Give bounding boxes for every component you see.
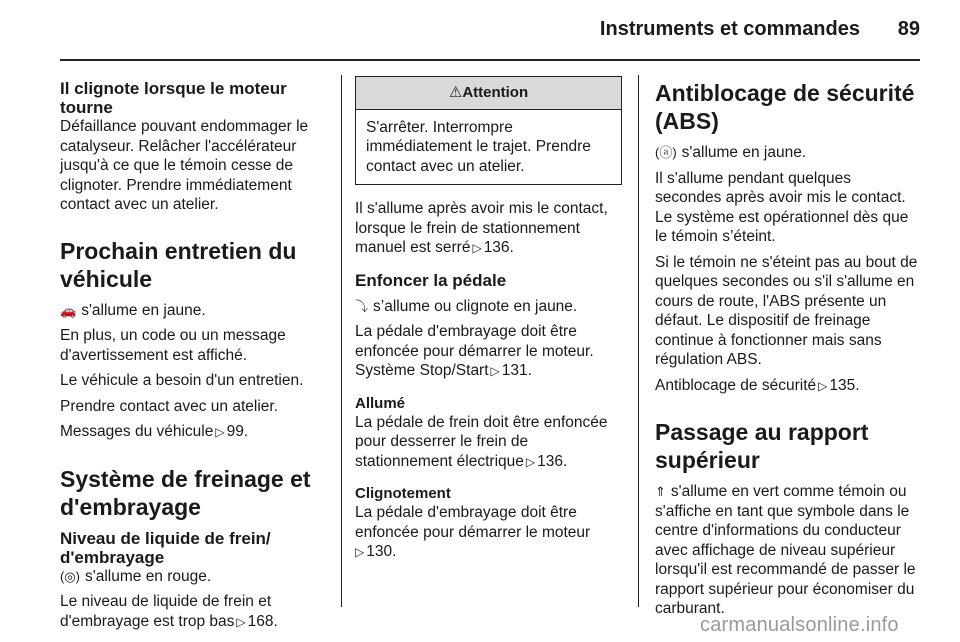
page-number: 89: [897, 18, 920, 40]
paragraph-clutch-pedal: La pédale d'embrayage doit être enfoncée pour démarrer le moteur ▷ 130.: [355, 504, 591, 560]
upshift-icon: ⇑: [655, 484, 666, 499]
page-reference-arrow-icon: ▷: [355, 545, 365, 559]
page-reference-arrow-icon: ▷: [215, 425, 225, 439]
brake-fluid-icon: (◎): [60, 568, 81, 584]
section-heading-brake-clutch: Système de freinage et d'embrayage: [60, 465, 311, 520]
paragraph-abs-fault: Si le témoin ne s'éteint pas au bout de quelques secondes ou s'il s'allume en cours de route, l'ABS présente un défaut. Le dispositif de freinage continue à fonctionner mais sans régulation ABS.: [655, 253, 918, 368]
paragraph-service-needed: Le véhicule a besoin d'un entretien.: [60, 372, 304, 389]
paragraph-clutch-stop-start: La pédale d'embrayage doit être enfoncée pour démarrer le moteur. Système Stop/Start ▷ 131.: [355, 323, 594, 379]
paragraph-upshift: ⇑ s'allume en vert comme témoin ou s'affiche en tant que symbole dans le centre d'informations du conducteur avec affichage de niveau supérieur lorsqu'il est recommandé de passer le rapport supérieur pour économiser du carburant.: [655, 483, 916, 617]
paragraph-catalyst: Défaillance pouvant endommager le catalyseur. Relâcher l'accélérateur jusqu'à ce que le témoin cesse de clignoter. Prendre immédiatement contact avec un atelier.: [60, 118, 309, 213]
column-3: [655, 79, 920, 625]
section-heading-press-pedal: Enfoncer la pédale: [355, 270, 507, 290]
page-reference-arrow-icon: ▷: [236, 614, 246, 629]
section-heading-abs: Antiblocage de sécurité (ABS): [655, 80, 915, 134]
column-1: [60, 79, 332, 638]
attention-text: S'arrêter. Interrompre immédiatement le trajet. Prendre contact avec un atelier.: [366, 118, 591, 175]
abs-icon: (ⓐ): [655, 145, 677, 160]
subheading-flashing: Clignotement: [355, 485, 451, 502]
paragraph-service-light: 🚗 s'allume en jaune.: [60, 301, 206, 319]
paragraph-vehicle-messages: Messages du véhicule ▷ 99.: [60, 423, 249, 440]
page-reference-arrow-icon: ▷: [490, 364, 500, 378]
column-divider-left: [341, 75, 342, 607]
paragraph-fluid-low: Le niveau de liquide de frein et d'embrayage est trop bas ▷ 168.: [60, 593, 278, 630]
paragraph-service-message: En plus, un code ou un message d'avertissement est affiché.: [60, 327, 286, 364]
column-2: [355, 76, 622, 569]
section-heading-upshift: Passage au rapport supérieur: [655, 419, 869, 473]
page-reference-arrow-icon: ▷: [472, 241, 482, 255]
section-heading-flashing: Il clignote lorsque le moteur tourne: [60, 79, 287, 117]
paragraph-pedal-light: ⤵ s’allume ou clignote en jaune.: [355, 297, 578, 315]
paragraph-brake-pedal: La pédale de frein doit être enfoncée pour desserrer le frein de stationnement électrique ▷ 136.: [355, 413, 608, 470]
pedal-icon: ⤵: [355, 298, 369, 314]
subheading-lit: Allumé: [355, 394, 406, 412]
column-divider-right: [638, 75, 639, 607]
attention-header: ⚠Attention: [356, 77, 621, 110]
paragraph-abs-ref: Antiblocage de sécurité ▷ 135.: [655, 376, 860, 394]
page-reference-arrow-icon: ▷: [525, 454, 536, 469]
page-header-title: Instruments et commandes: [599, 18, 860, 40]
paragraph-abs-light: (ⓐ) s'allume en jaune.: [655, 144, 807, 161]
car-service-icon: 🚗: [60, 302, 77, 318]
section-heading-service: Prochain entretien du véhicule: [60, 237, 297, 292]
paragraph-parking-brake: Il s'allume après avoir mis le contact, lorsque le frein de stationnement manuel est serré ▷ 136.: [355, 200, 608, 256]
watermark: carmanualsonline.info: [700, 614, 899, 636]
paragraph-fluid-light: (◎) s'allume en rouge.: [60, 567, 212, 585]
subheading-fluid-level: Niveau de liquide de frein/ d'embrayage: [60, 528, 271, 567]
paragraph-contact-workshop: Prendre contact avec un atelier.: [60, 397, 278, 415]
warning-icon: ⚠: [448, 84, 463, 101]
page-reference-arrow-icon: ▷: [818, 378, 828, 393]
paragraph-abs-startup: Il s'allume pendant quelques secondes après avoir mis le contact. Le système est opérationnel dès que le témoin s’éteint.: [655, 169, 909, 245]
header-rule: [60, 59, 920, 61]
attention-box: [355, 76, 622, 185]
